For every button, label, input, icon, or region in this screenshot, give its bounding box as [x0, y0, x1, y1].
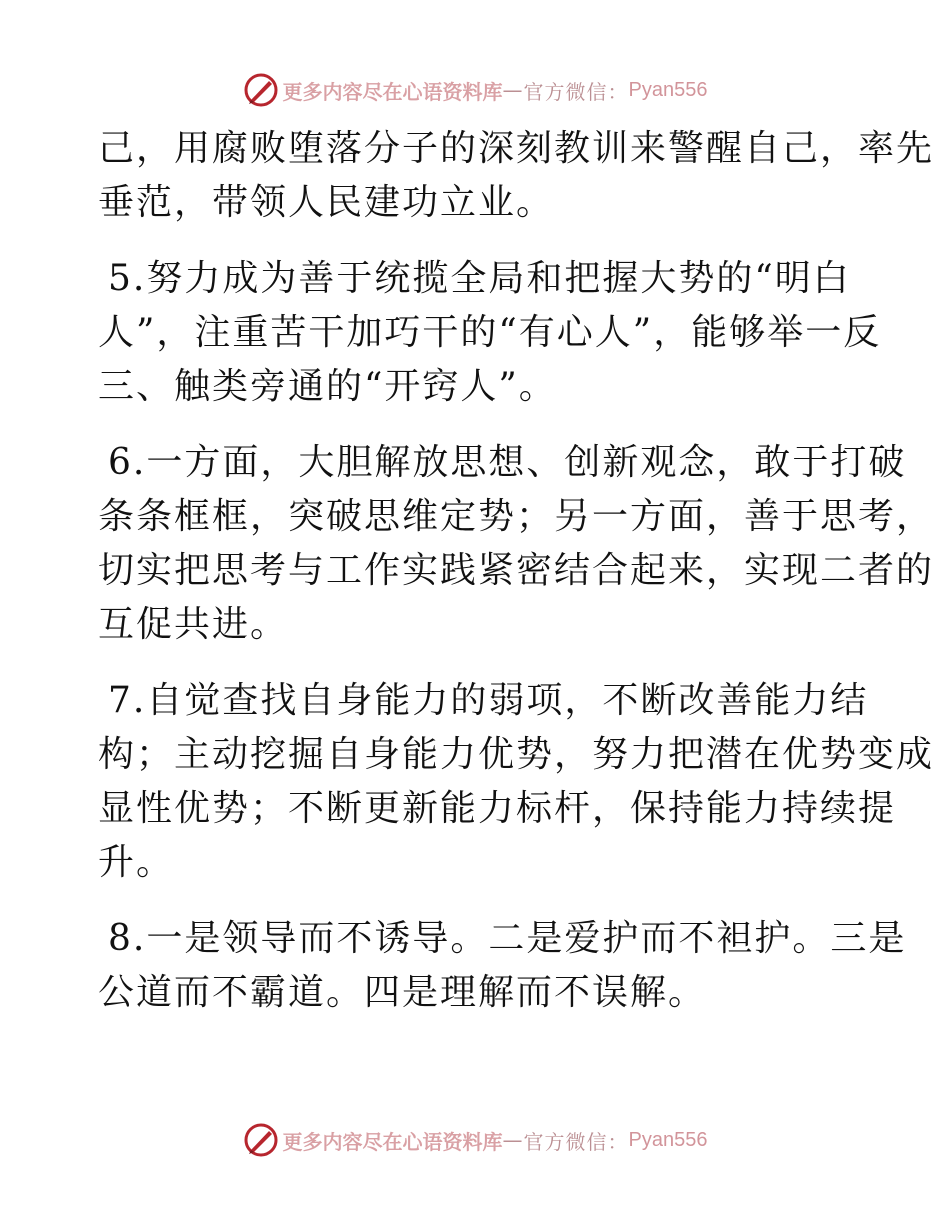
text-line: 己，用腐败堕落分子的深刻教训来警醒自己，率先	[98, 128, 935, 169]
pen-logo-icon	[243, 1122, 279, 1158]
footer-watermark	[0, 1120, 950, 1160]
banner-wechat-id: Pyan556	[628, 1128, 708, 1151]
banner-wechat-label: 官方微信：	[523, 79, 629, 104]
text-line: 显性优势；不断更新能力标杆，保持能力持续提	[98, 788, 897, 829]
paragraph	[98, 674, 935, 890]
banner-brand-text: 更多内容尽在心语资料库	[282, 1129, 503, 1154]
text-line: 5.努力成为善于统揽全局和把握大势的“明白	[108, 258, 851, 299]
banner-brand-text: 更多内容尽在心语资料库	[282, 79, 503, 104]
banner-dash: —	[502, 1128, 524, 1152]
text-line: 升。	[98, 842, 175, 883]
paragraph	[98, 436, 935, 652]
text-line: 三、触类旁通的“开窍人”。	[98, 366, 557, 407]
text-line: 构；主动挖掘自身能力优势，努力把潜在优势变成	[98, 734, 935, 775]
banner-wechat-label: 官方微信：	[523, 1129, 629, 1154]
paragraph	[98, 912, 907, 1020]
text-line: 公道而不霸道。四是理解而不误解。	[98, 972, 707, 1013]
text-line: 7.自觉查找自身能力的弱项，不断改善能力结	[108, 680, 869, 721]
paragraph	[98, 252, 882, 414]
text-line: 6.一方面，大胆解放思想、创新观念，敢于打破	[108, 442, 907, 483]
banner-wechat-id: Pyan556	[628, 78, 708, 101]
text-line: 人”，注重苦干加巧干的“有心人”，能够举一反	[98, 312, 882, 353]
text-line: 条条框框，突破思维定势；另一方面，善于思考，	[98, 496, 935, 537]
paragraph	[98, 122, 935, 230]
text-line: 切实把思考与工作实践紧密结合起来，实现二者的	[98, 550, 935, 591]
pen-logo-icon	[243, 72, 279, 108]
text-line: 垂范，带领人民建功立业。	[98, 182, 555, 223]
text-line: 互促共进。	[98, 604, 289, 645]
document-body	[98, 122, 935, 1020]
header-watermark	[0, 70, 950, 110]
text-line: 8.一是领导而不诱导。二是爱护而不袒护。三是	[108, 918, 907, 959]
banner-dash: —	[502, 78, 524, 102]
